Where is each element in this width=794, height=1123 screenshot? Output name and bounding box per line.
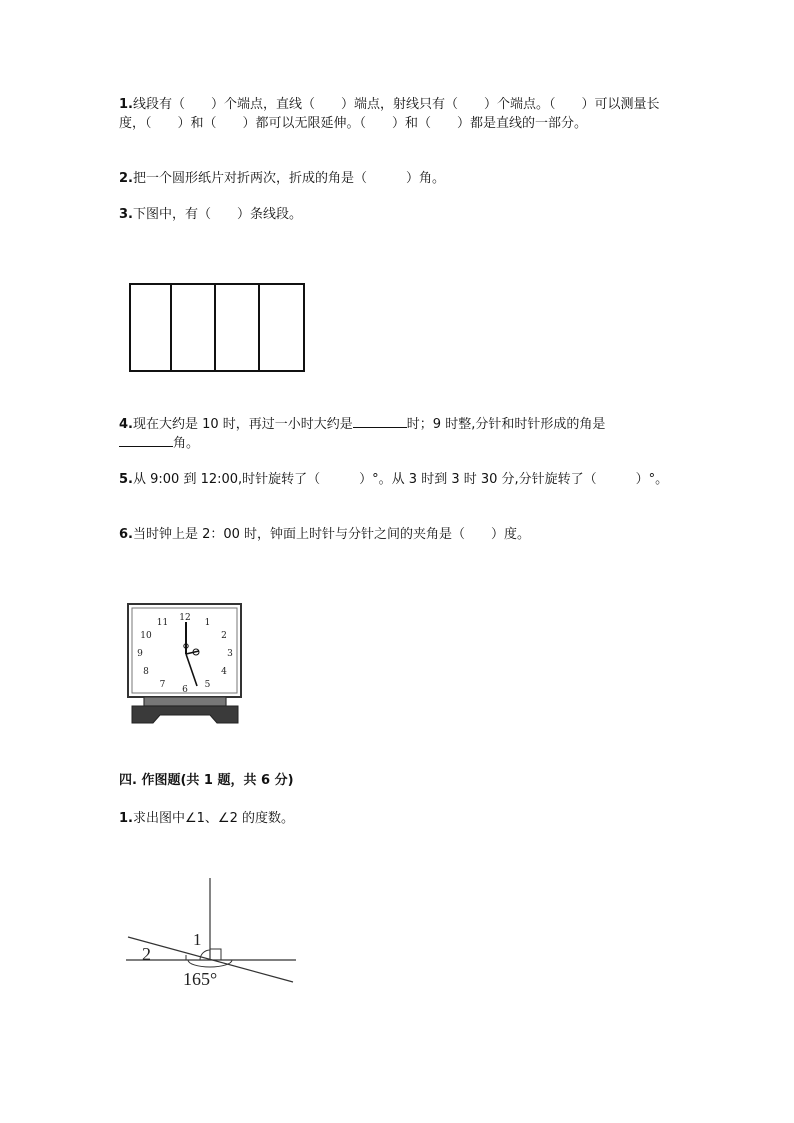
question-text: 把一个圆形纸片对折两次，折成的角是（ ）角。 — [132, 171, 445, 186]
angle-2-label: 2 — [142, 944, 151, 964]
question-number: 3. — [119, 207, 133, 222]
question-number: 1. — [119, 811, 133, 826]
question-text: 现在大约是 10 时，再过一小时大约是 — [132, 417, 353, 432]
clock-numeral: 12 — [179, 613, 191, 623]
question-6 — [119, 525, 530, 544]
question-number: 2. — [119, 171, 133, 186]
angle-1-label: 1 — [193, 930, 202, 949]
clock-numeral: 1 — [204, 617, 211, 628]
clock-figure — [126, 602, 246, 728]
clock-numeral: 3 — [227, 649, 233, 659]
answer-blank — [353, 415, 407, 428]
question-number: 6. — [119, 527, 133, 542]
outer-rectangle — [130, 284, 304, 371]
clock-numeral: 5 — [204, 680, 211, 691]
question-text: 从 9:00 到 12:00,时针旋转了（ ）°。从 3 时到 3 时 30 分,分针旋转了（ ）°。 — [132, 472, 669, 487]
angle-165-label: 165° — [183, 969, 218, 989]
clock-numeral: 10 — [140, 631, 152, 641]
second-hand — [186, 654, 197, 686]
question-text: 角。 — [173, 436, 200, 451]
question-text: 下图中，有（ ）条线段。 — [132, 207, 302, 222]
question-5 — [119, 470, 679, 489]
clock-numeral: 4 — [221, 667, 227, 677]
question-text: 时；9 时整,分针和时针形成的角是 — [406, 417, 606, 432]
question-text: 当时钟上是 2：00 时，钟面上时针与分针之间的夹角是（ ）度。 — [132, 527, 531, 542]
question-number: 5. — [119, 472, 133, 487]
answer-blank — [119, 434, 173, 447]
question-4 — [119, 415, 679, 453]
clock-numeral: 11 — [156, 617, 169, 628]
question-2 — [119, 169, 445, 188]
clock-numeral: 7 — [159, 680, 166, 691]
clock-numeral: 2 — [221, 631, 227, 641]
question-text: 求出图中∠1、∠2 的度数。 — [132, 811, 294, 826]
question-3 — [119, 205, 302, 224]
question-1 — [119, 95, 679, 133]
problem-1 — [119, 809, 294, 828]
question-number: 4. — [119, 417, 133, 432]
segments-figure — [128, 282, 308, 374]
clock-numeral: 9 — [137, 649, 143, 659]
hour-hand — [186, 651, 199, 654]
question-number: 1. — [119, 97, 133, 112]
clock-numeral: 8 — [143, 667, 149, 677]
section-title: 四. 作图题(共 1 题，共 6 分) — [119, 773, 294, 788]
clock-numeral: 6 — [182, 685, 188, 695]
angle-figure — [126, 876, 301, 991]
clock-stand-base — [132, 706, 238, 723]
right-angle-mark — [210, 949, 221, 960]
question-text: 线段有（ ）个端点，直线（ ）端点，射线只有（ ）个端点。（ ）可以测量长度，（ ）和（ ）都可以无限延伸。（ ）和（ ）都是直线的一部分。 — [119, 97, 660, 131]
clock-stand-top — [144, 697, 226, 706]
